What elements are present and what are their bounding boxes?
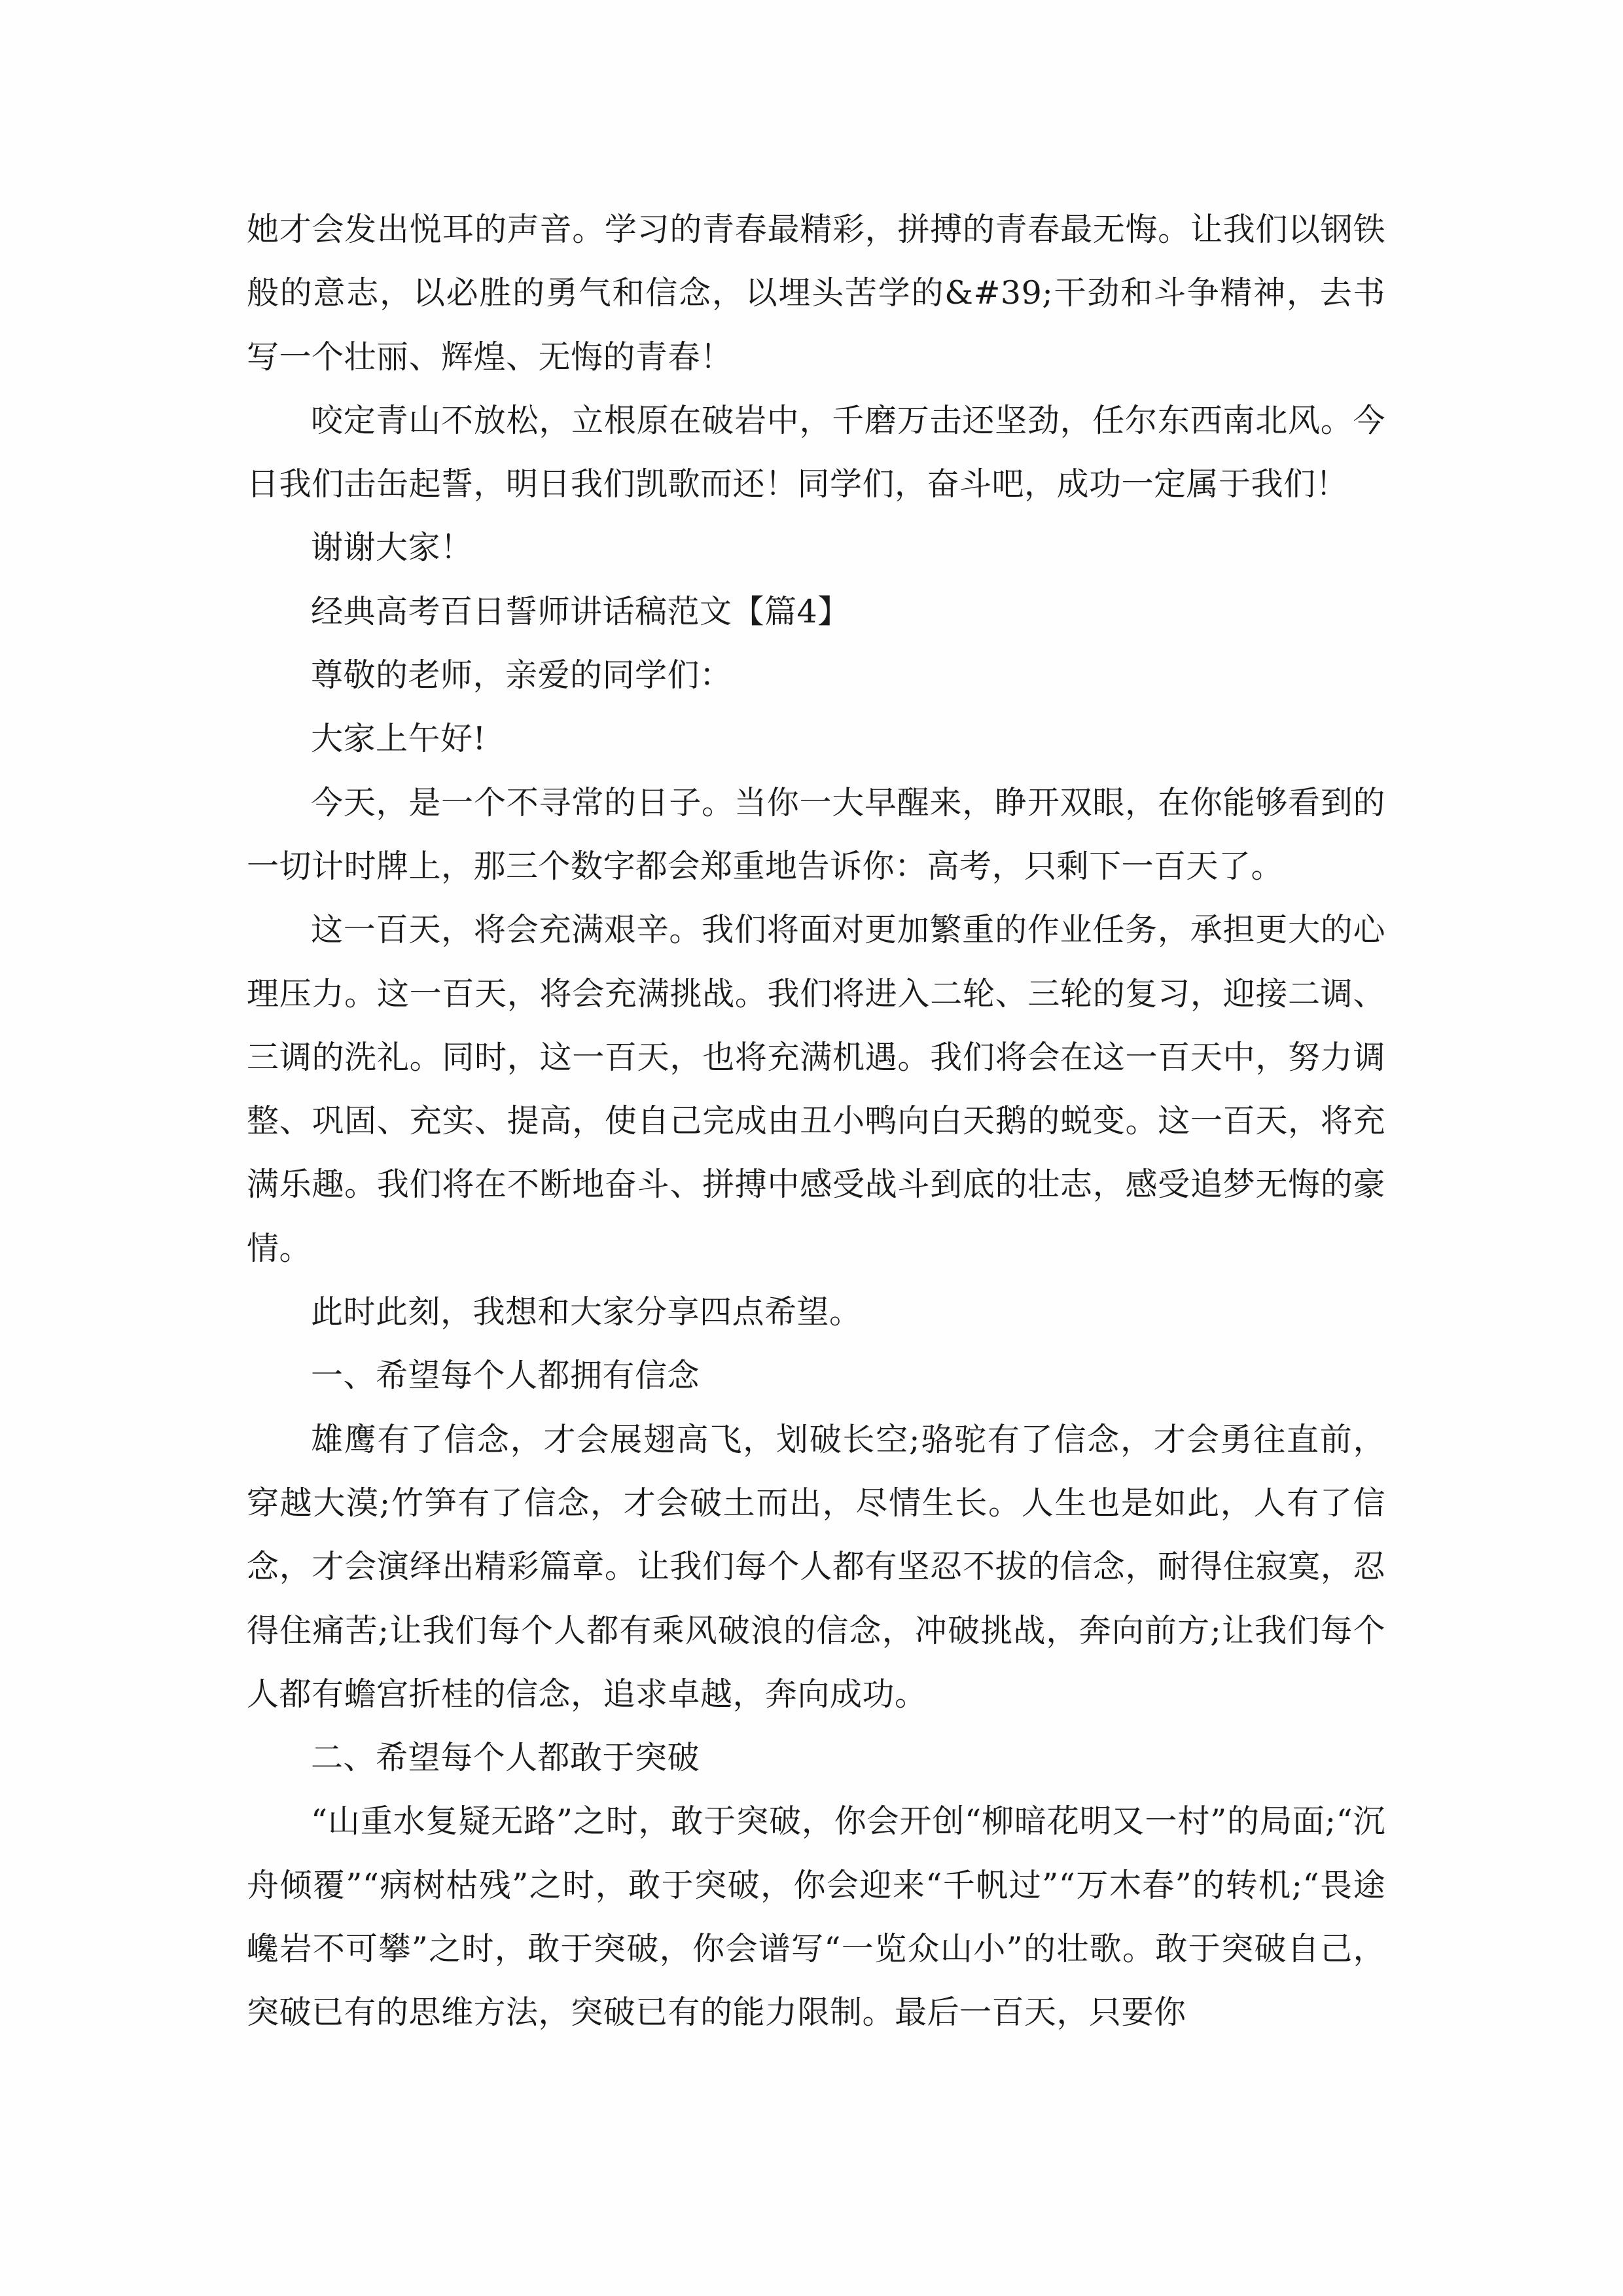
paragraph-continuation: 她才会发出悦耳的声音。学习的青春最精彩，拼搏的青春最无悔。让我们以钢铁般的意志，以必胜的勇气和信念，以埋头苦学的&#39;干劲和斗争精神，去书写一个壮丽、辉煌、无悔的青春！ (247, 211, 1385, 376)
paragraph: 这一百天，将会充满艰辛。我们将面对更加繁重的作业任务，承担更大的心理压力。这一百天，将会充满挑战。我们将进入二轮、三轮的复习，迎接二调、三调的洗礼。同时，这一百天，也将充满机遇。我们将会在这一百天中，努力调整、巩固、充实、提高，使自己完成由丑小鸭向白天鹅的蜕变。这一百天，将充满乐趣。我们将在不断地奋斗、拼搏中感受战斗到底的壮志，感受追梦无悔的豪情。 (247, 911, 1385, 1267)
point-heading: 二、希望每个人都敢于突破 (311, 1739, 700, 1777)
salutation: 尊敬的老师，亲爱的同学们： (311, 656, 732, 694)
paragraph: 雄鹰有了信念，才会展翅高飞，划破长空;骆驼有了信念，才会勇往直前，穿越大漠;竹笋有了信念，才会破土而出，尽情生长。人生也是如此，人有了信念，才会演绎出精彩篇章。让我们每个人都有坚忍不拔的信念，耐得住寂寞，忍得住痛苦;让我们每个人都有乘风破浪的信念，冲破挑战，奔向前方;让我们每个人都有蟾宫折桂的信念，追求卓越，奔向成功。 (247, 1420, 1385, 1713)
point-heading: 一、希望每个人都拥有信念 (311, 1357, 700, 1395)
paragraph: 今天，是一个不寻常的日子。当你一大早醒来，睁开双眼，在你能够看到的一切计时牌上，那三个数字都会郑重地告诉你：高考，只剩下一百天了。 (247, 783, 1385, 885)
section-title: 经典高考百日誓师讲话稿范文【篇4】 (311, 592, 850, 630)
paragraph: “山重水复疑无路”之时，敢于突破，你会开创“柳暗花明又一村”的局面;“沉舟倾覆”“病树枯残”之时，敢于突破，你会迎来“千帆过”“万木春”的转机;“畏途巉岩不可攀”之时，敢于突破，你会谱写“一览众山小”的壮歌。敢于突破自己，突破已有的思维方法，突破已有的能力限制。最后一百天，只要你 (247, 1803, 1385, 2032)
paragraph: 咬定青山不放松，立根原在破岩中，千磨万击还坚劲，任尔东西南北风。今日我们击缶起誓，明日我们凯歌而还！同学们，奋斗吧，成功一定属于我们！ (247, 401, 1385, 503)
closing-thanks: 谢谢大家！ (311, 529, 473, 567)
greeting: 大家上午好! (311, 720, 486, 758)
paragraph: 此时此刻，我想和大家分享四点希望。 (311, 1293, 862, 1331)
document-body (247, 198, 1385, 2045)
